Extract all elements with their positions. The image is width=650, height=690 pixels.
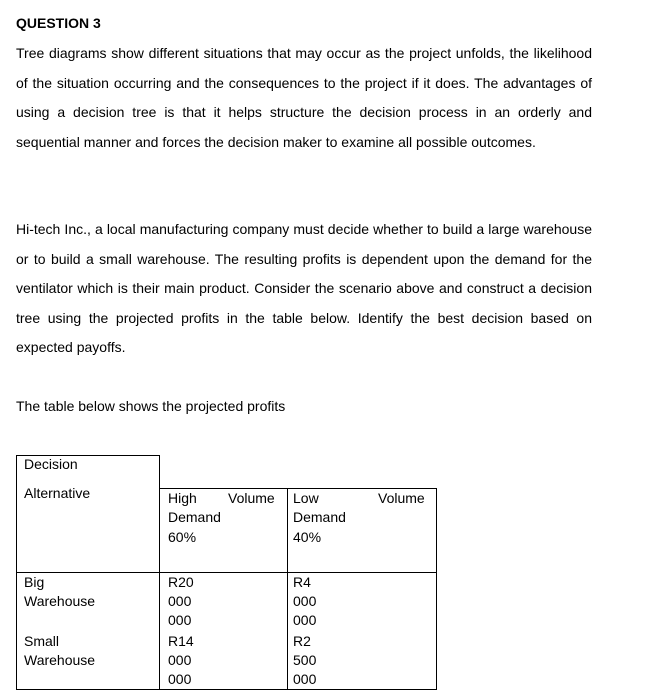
table-intro-paragraph: The table below shows the projected profits: [16, 398, 286, 414]
question-heading: QUESTION 3: [16, 15, 101, 31]
header-high-volume: Volume: [228, 490, 275, 506]
header-high-percent: 60%: [168, 529, 197, 545]
header-alternative: Alternative: [24, 485, 91, 501]
row-big-warehouse-low: R4 000 000: [293, 574, 317, 628]
header-high: High: [168, 490, 197, 506]
row-small-warehouse-low: R2 500 000: [293, 633, 317, 687]
row-big-warehouse-label: Big Warehouse: [24, 574, 96, 609]
header-low: Low: [293, 490, 319, 506]
row-small-warehouse-label: Small Warehouse: [24, 633, 96, 668]
header-decision: Decision: [24, 456, 78, 472]
intro-paragraph: Tree diagrams show different situations that may occur as the project unfolds, the likelihood of the situation occurring and the consequences to the project if it does. The advantages of using a decision tree is that it helps structure the decision process in an orderly and sequential manner and forces the decision maker to examine all possible outcomes.: [16, 45, 592, 150]
header-low-percent: 40%: [293, 529, 322, 545]
row-small-warehouse-high: R14 000 000: [168, 633, 194, 687]
header-low-volume: Volume: [378, 490, 425, 506]
header-low-demand: Demand: [293, 509, 346, 525]
row-big-warehouse-high: R20 000 000: [168, 574, 194, 628]
header-high-demand: Demand: [168, 509, 221, 525]
scenario-paragraph: Hi-tech Inc., a local manufacturing company must decide whether to build a large warehouse or to build a small warehouse. The resulting profits is dependent upon the demand for the ventilator which is their main product. Consider the scenario above and construct a decision tree using the projected profits in the table below. Identify the best decision based on expected payoffs.: [16, 221, 592, 355]
